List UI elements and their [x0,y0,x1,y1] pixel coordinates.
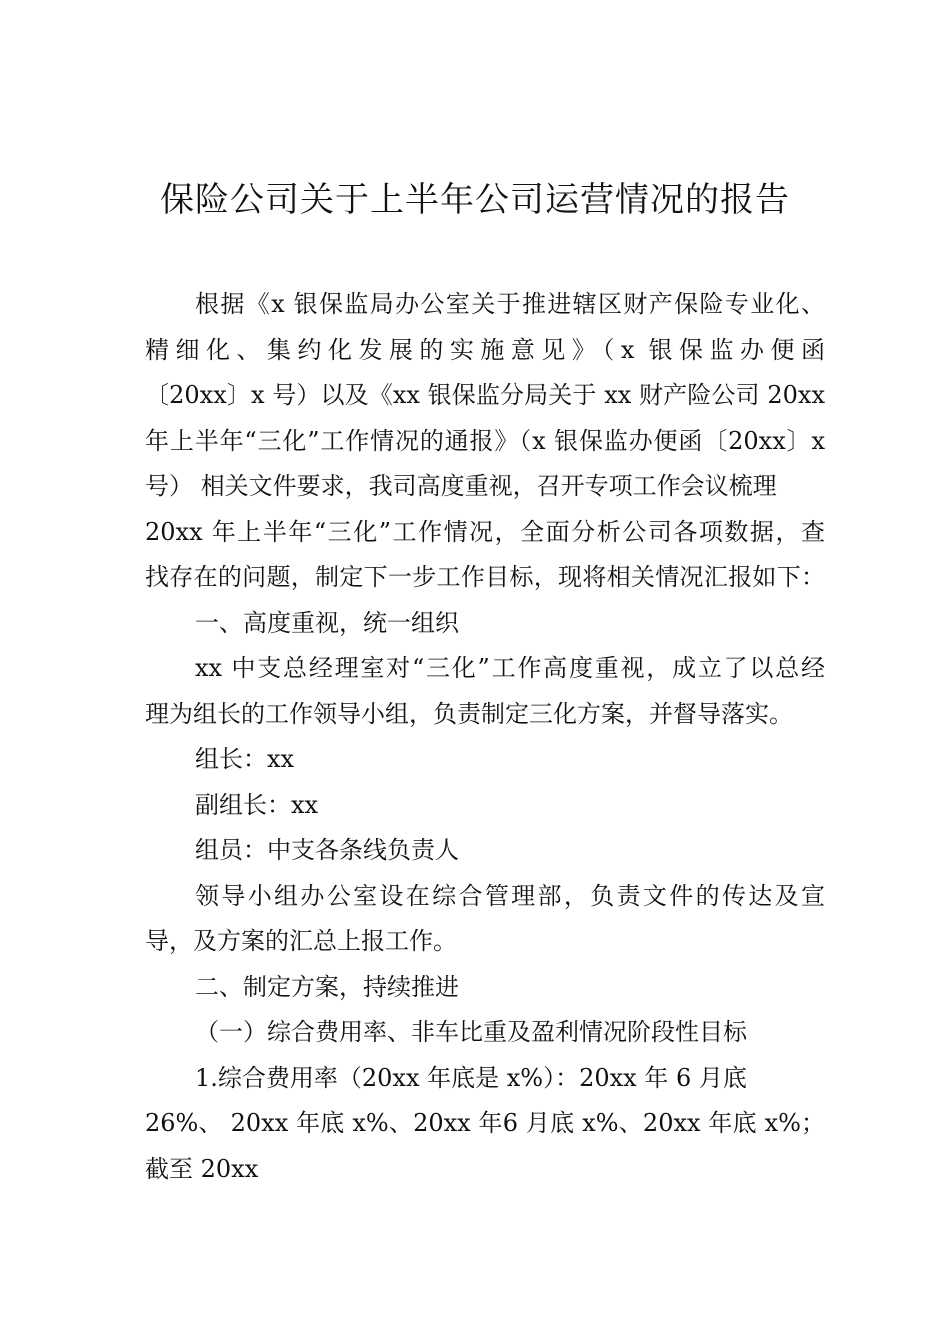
paragraph-line: 找存在的问题，制定下一步工作目标，现将相关情况汇报如下： [145,563,825,591]
paragraph-line: xx 中支总经理室对“三化”工作高度重视，成立了以总经 [195,654,825,682]
paragraph-line: 组长：xx [195,745,295,773]
paragraph-line: 20xx 年上半年“三化”工作情况，全面分析公司各项数据，查 [145,517,825,546]
section-heading: 一、高度重视，统一组织 [195,608,459,637]
paragraph-line: 年上半年“三化”工作情况的通报》（x 银保监办便函〔20xx〕x [145,426,825,455]
paragraph-line: 精细化、集约化发展的实施意见》（x 银保监办便函 [145,335,825,364]
paragraph-line: 号） 相关文件要求，我司高度重视，召开专项工作会议梳理 [145,472,777,500]
paragraph-line: 导，及方案的汇总上报工作。 [145,927,457,955]
subsection-heading: （一）综合费用率、非车比重及盈利情况阶段性目标 [195,1018,747,1046]
paragraph-line: 组员：中支各条线负责人 [195,836,459,864]
paragraph-line: 根据《x 银保监局办公室关于推进辖区财产保险专业化、 [195,290,825,318]
document-title: 保险公司关于上半年公司运营情况的报告 [160,180,790,220]
paragraph-line: 理为组长的工作领导小组，负责制定三化方案，并督导落实。 [145,699,793,728]
paragraph-line: 〔20xx〕x 号）以及《xx 银保监分局关于 xx 财产险公司 20xx [145,381,825,409]
paragraph-line: 1.综合费用率（20xx 年底是 x%）：20xx 年 6 月底 [195,1063,747,1092]
paragraph-line: 截至 20xx [145,1154,259,1183]
section-heading: 二、制定方案，持续推进 [195,972,459,1001]
paragraph-line: 副组长：xx [195,790,319,819]
paragraph-line: 领导小组办公室设在综合管理部，负责文件的传达及宣 [195,881,825,910]
document-body [145,282,825,1192]
paragraph-line: 26%、 20xx 年底 x%、20xx 年6 月底 x%、20xx 年底 x%； [145,1109,825,1137]
